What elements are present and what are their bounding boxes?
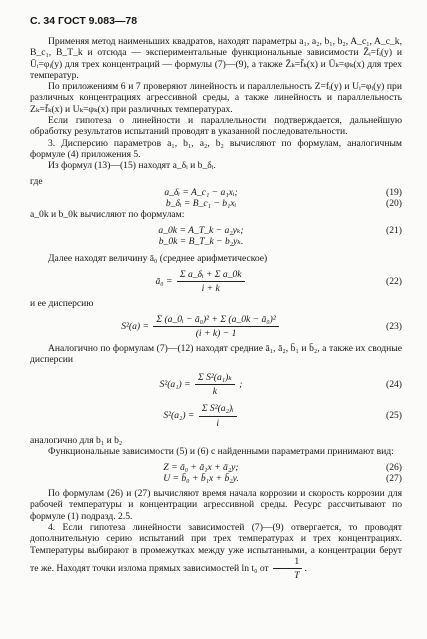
eq26-body: Z = ā₀ + ā₁x + ā₂y; <box>163 461 239 473</box>
eq21-number: (21) <box>386 224 402 236</box>
eq25-numerator: Σ S²(a₂)ᵢ <box>199 403 237 416</box>
eq24-tail: ; <box>239 378 243 390</box>
eq25-fraction <box>199 403 237 429</box>
eq26-number: (26) <box>386 461 402 473</box>
eq24-fraction <box>195 372 235 398</box>
eq22-number: (22) <box>386 275 402 287</box>
eq27-body: U = b̄₀ + b̄₁x + b̄₂y. <box>163 472 239 484</box>
eq20-number: (20) <box>386 198 402 210</box>
eq25-number: (25) <box>386 410 402 422</box>
equation-22 <box>30 269 402 295</box>
inline-fraction-denominator: T <box>294 570 300 582</box>
equation-21b <box>30 236 402 247</box>
label-where: где <box>30 175 43 187</box>
paragraph-a0k-b0k: a_0k и b_0k вычисляют по формулам: <box>30 209 185 221</box>
paragraph-its-dispersion: и ее дисперсию <box>30 298 94 310</box>
equation-25 <box>30 403 402 429</box>
eq21b-lhs: b_0k <box>158 236 178 248</box>
eq21a-rhs: = A_T_k − a₂yₖ; <box>179 224 244 236</box>
eq23-fraction <box>153 314 278 340</box>
paragraph-nonlinear <box>30 522 402 581</box>
paragraph-from-formulas: Из формул (13)—(15) находят a_δᵢ и b_δᵢ. <box>48 160 216 172</box>
paragraph-method: Применяя метод наименьших квадратов, находят параметры a₁, a₂, b₁, b₂, A_c₁, A_c_k, B_c₁, B_T_k и отсюда — экспериментальные функциональные зависимости Z̄ᵢ=fᵢ(y) и Ūᵢ=φᵢ(y) для трех концентраций — формулы (7)—(9), а также Z̄ₖ=f̄ₖ(x) и Ūₖ=φₖ(x) для трех температур. <box>30 36 402 81</box>
page-header: С. 34 ГОСТ 9.083—78 <box>30 15 138 27</box>
eq24-number: (24) <box>386 378 402 390</box>
eq23-lhs: S²(a) = <box>121 320 149 332</box>
eq24-lhs: S²(a₁) = <box>159 378 191 390</box>
paragraph-similar-b: аналогично для b₁ и b₂ <box>30 434 123 446</box>
equation-21a <box>30 225 402 236</box>
eq23-number: (23) <box>386 320 402 332</box>
eq25-denominator: i <box>216 417 220 429</box>
paragraph-averages: Аналогично по формулам (7)—(12) находят средние ā₁, ā₂, b̄₁ и b̄₂, а также их сводные дисперсии <box>30 343 402 366</box>
paragraph-nonlinear-end: . <box>304 562 307 574</box>
paragraph-dispersion: 3. Дисперсию параметров a₁, b₁, a₂, b₂ вычисляют по формулам, аналогичным формуле (4) приложения 5. <box>30 137 402 160</box>
eq20-rhs: = B_c₁ − b₁xᵢ <box>183 198 237 210</box>
equation-27 <box>30 473 402 484</box>
inline-fraction-1-over-t <box>273 556 302 582</box>
equation-23 <box>30 314 402 340</box>
eq22-numerator: Σ a_δᵢ + Σ a_0k <box>177 269 245 282</box>
paragraph-functional: Функциональные зависимости (5) и (6) с найденными параметрами принимают вид: <box>48 446 394 458</box>
equation-24 <box>30 372 402 398</box>
eq21b-rhs: = B_T_k − b₂yₖ. <box>179 236 244 248</box>
paragraph-corrosion: По формулам (26) и (27) вычисляют время начала коррозии и скорость коррозии для рабочей температуры и концентрации агрессивной среды. Ресурс рассчитывают по формуле (1) подразд. 2.5. <box>30 488 402 522</box>
eq22-fraction <box>177 269 245 295</box>
paragraph-hypothesis: Если гипотеза о линейности и параллельности подтверждается, дальнейшую обработку результатов испытаний проводят в указанной последовательности. <box>30 115 402 138</box>
paragraph-mean-a0: Далее находят величину ā₀ (среднее арифметическое) <box>48 253 268 265</box>
paragraph-nonlinear-text: 4. Если гипотеза линейности зависимостей (7)—(9) отвергается, то проводят дополнительную серию испытаний при трех температурах и трех концентрациях. Температуры выбирают в промежутках между уже испытанными, а концентрации берут те же. Находят точки излома прямых зависимостей ln t₀ от <box>30 521 402 574</box>
eq21a-lhs: a_0k <box>158 224 178 236</box>
eq19-rhs: = A_c₁ − a₁xᵢ; <box>182 186 238 198</box>
eq25-lhs: S²(a₂) = <box>163 410 195 422</box>
document-page <box>30 16 402 581</box>
eq22-denominator: i + k <box>201 282 220 294</box>
eq23-denominator: (i + k) − 1 <box>195 327 237 339</box>
equation-19 <box>30 187 402 198</box>
eq23-numerator: Σ (a_0ᵢ − ā₀)² + Σ (a_0k − ā₀)² <box>153 314 278 327</box>
equation-20 <box>30 198 402 209</box>
eq19-number: (19) <box>386 186 402 198</box>
eq20-lhs: b_δᵢ <box>165 198 182 210</box>
eq24-numerator: Σ S²(a₁)ₖ <box>195 372 235 385</box>
inline-fraction-numerator: 1 <box>273 556 302 569</box>
paragraph-appendix-check: По приложениям 6 и 7 проверяют линейность и параллельность Z=fᵢ(y) и Uᵢ=φᵢ(y) при различных концентрациях агрессивной среды, а также линейность и параллельность Zₖ=f̄ₖ(x) и Uₖ=φₖ(x) при различных температурах. <box>30 81 402 115</box>
eq24-denominator: k <box>212 386 218 398</box>
equation-26 <box>30 462 402 473</box>
eq27-number: (27) <box>386 472 402 484</box>
eq19-lhs: a_δᵢ <box>164 186 180 198</box>
eq22-lhs: ā₀ = <box>155 275 173 287</box>
